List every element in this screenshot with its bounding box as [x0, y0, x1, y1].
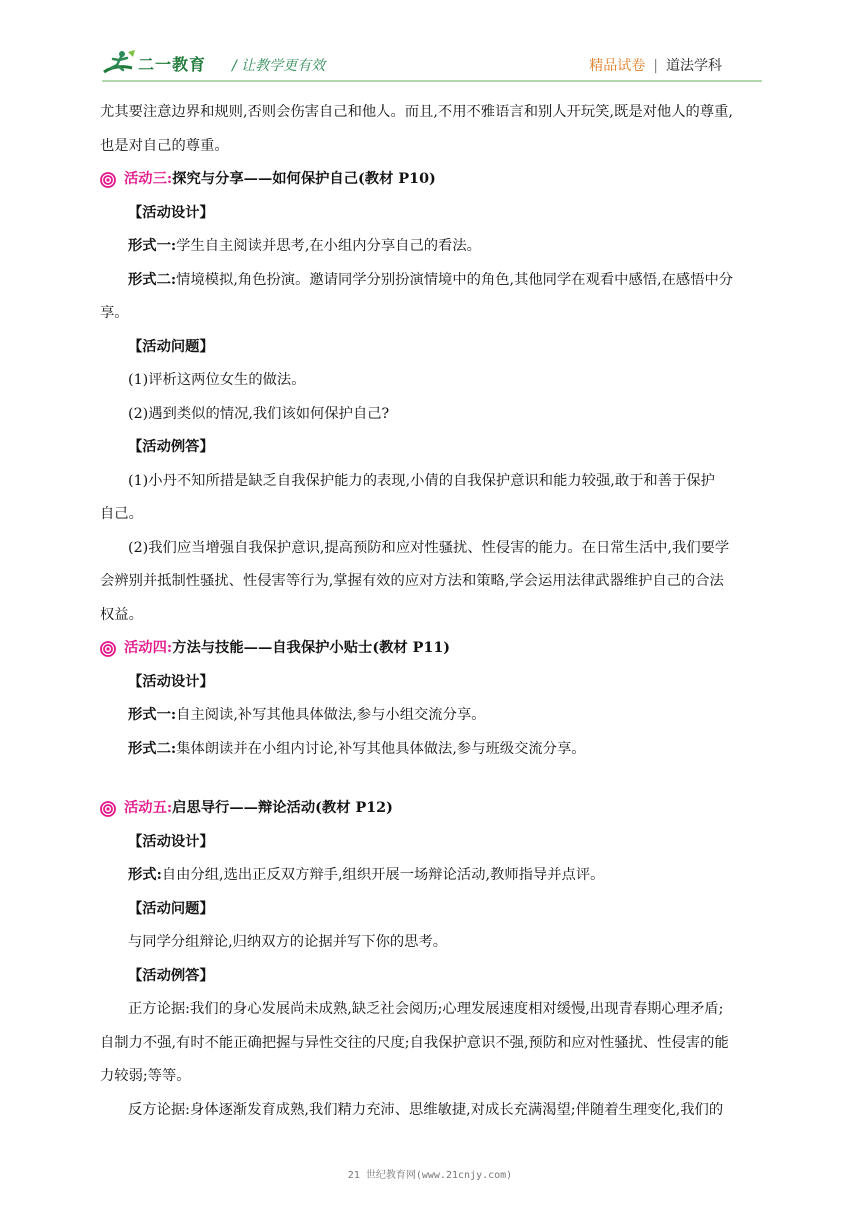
target-icon: [100, 641, 116, 657]
header-tags: [589, 55, 722, 75]
activity4-form2-text: 集体朗读并在小组内讨论,补写其他具体做法,参与班级交流分享。: [176, 740, 586, 757]
tag-separator: |: [653, 58, 658, 74]
page-header: [102, 48, 762, 82]
activity5-con-line-1: 反方论据:身体逐渐发育成熟,我们精力充沛、思维敏捷,对成长充满渴望;伴随着生理变化,我们的: [128, 1101, 724, 1118]
section-gap: [100, 766, 764, 792]
activity5-answer-heading: 【活动例答】: [128, 967, 214, 984]
document-body: [100, 96, 764, 1127]
activity3-form1-label: 形式一:: [128, 238, 177, 254]
activity5-heading: [100, 792, 764, 826]
slogan: / 让教学更有效: [232, 58, 326, 74]
activity5-pro-line-3: 力较弱;等等。: [100, 1068, 191, 1084]
activity4-label: 活动四:: [124, 640, 173, 656]
activity3-form2-text: 情境模拟,角色扮演。邀请同学分别扮演情境中的角色,其他同学在观看中感悟,在感悟中分: [176, 271, 734, 288]
activity3-answer-2-line-3: 权益。: [100, 606, 143, 623]
tag-quality-papers: 精品试卷: [589, 58, 646, 74]
activity5-pro-line-2: 自制力不强,有时不能正确把握与异性交往的尺度;自我保护意识不强,预防和应对性骚扰、性侵害的能: [100, 1034, 729, 1051]
activity3-title: 探究与分享——如何保护自己(教材 P10): [172, 171, 436, 187]
activity5-pro-line-1: 正方论据:我们的身心发展尚未成熟,缺乏社会阅历;心理发展速度相对缓慢,出现青春期心理矛盾;: [128, 1001, 724, 1017]
activity4-form1-text: 自主阅读,补写其他具体做法,参与小组交流分享。: [176, 707, 486, 723]
page-footer: 21 世纪教育网(www.21cnjy.com): [347, 1170, 513, 1181]
activity3-answer-1-line-1: (1)小丹不知所措是缺乏自我保护能力的表现,小倩的自我保护意识和能力较强,敢于和善于保护: [128, 472, 715, 489]
target-icon: [100, 172, 116, 188]
activity3-question-heading: 【活动问题】: [128, 338, 214, 355]
runner-logo-icon: [102, 48, 138, 78]
activity3-question-1: (1)评析这两位女生的做法。: [128, 372, 306, 388]
tag-subject: 道法学科: [666, 58, 722, 74]
activity5-design-heading: 【活动设计】: [128, 833, 214, 850]
activity3-form2-label: 形式二:: [128, 271, 177, 288]
activity4-heading: [100, 632, 764, 666]
intro-line-1: 尤其要注意边界和规则,否则会伤害自己和他人。而且,不用不雅语言和别人开玩笑,既是对他人的尊重,: [100, 104, 733, 120]
activity5-question-heading: 【活动问题】: [128, 900, 214, 917]
logo-text: 二一教育: [138, 55, 207, 74]
activity5-title: 启思导行——辩论活动(教材 P12): [172, 800, 393, 816]
activity3-form2-text-cont: 享。: [100, 305, 129, 321]
activity3-answer-heading: 【活动例答】: [128, 439, 214, 455]
activity3-form1-text: 学生自主阅读并思考,在小组内分享自己的看法。: [176, 238, 481, 254]
header-divider: [102, 80, 762, 82]
activity3-answer-2-line-2: 会辨别并抵制性骚扰、性侵害等行为,掌握有效的应对方法和策略,学会运用法律武器维护自己的合法: [100, 573, 724, 589]
intro-line-2: 也是对自己的尊重。: [100, 137, 229, 154]
brand-logo: [102, 48, 222, 78]
activity3-question-2: (2)遇到类似的情况,我们该如何保护自己?: [128, 405, 390, 422]
activity4-form2-label: 形式二:: [128, 740, 177, 757]
activity4-form1-label: 形式一:: [128, 707, 177, 723]
activity3-heading: [100, 163, 764, 197]
activity3-answer-2-line-1: (2)我们应当增强自我保护意识,提高预防和应对性骚扰、性侵害的能力。在日常生活中,我们要学: [128, 539, 730, 556]
activity5-question: 与同学分组辩论,归纳双方的论据并写下你的思考。: [128, 934, 448, 950]
activity3-label: 活动三:: [124, 171, 173, 187]
target-icon: [100, 801, 116, 817]
activity5-label: 活动五:: [124, 800, 173, 816]
activity4-design-heading: 【活动设计】: [128, 673, 214, 690]
activity5-form-label: 形式:: [128, 867, 162, 883]
activity3-answer-1-line-2: 自己。: [100, 506, 143, 522]
activity5-form-text: 自由分组,选出正反双方辩手,组织开展一场辩论活动,教师指导并点评。: [161, 867, 605, 883]
activity4-title: 方法与技能——自我保护小贴士(教材 P11): [172, 640, 451, 656]
activity3-design-heading: 【活动设计】: [128, 204, 214, 221]
